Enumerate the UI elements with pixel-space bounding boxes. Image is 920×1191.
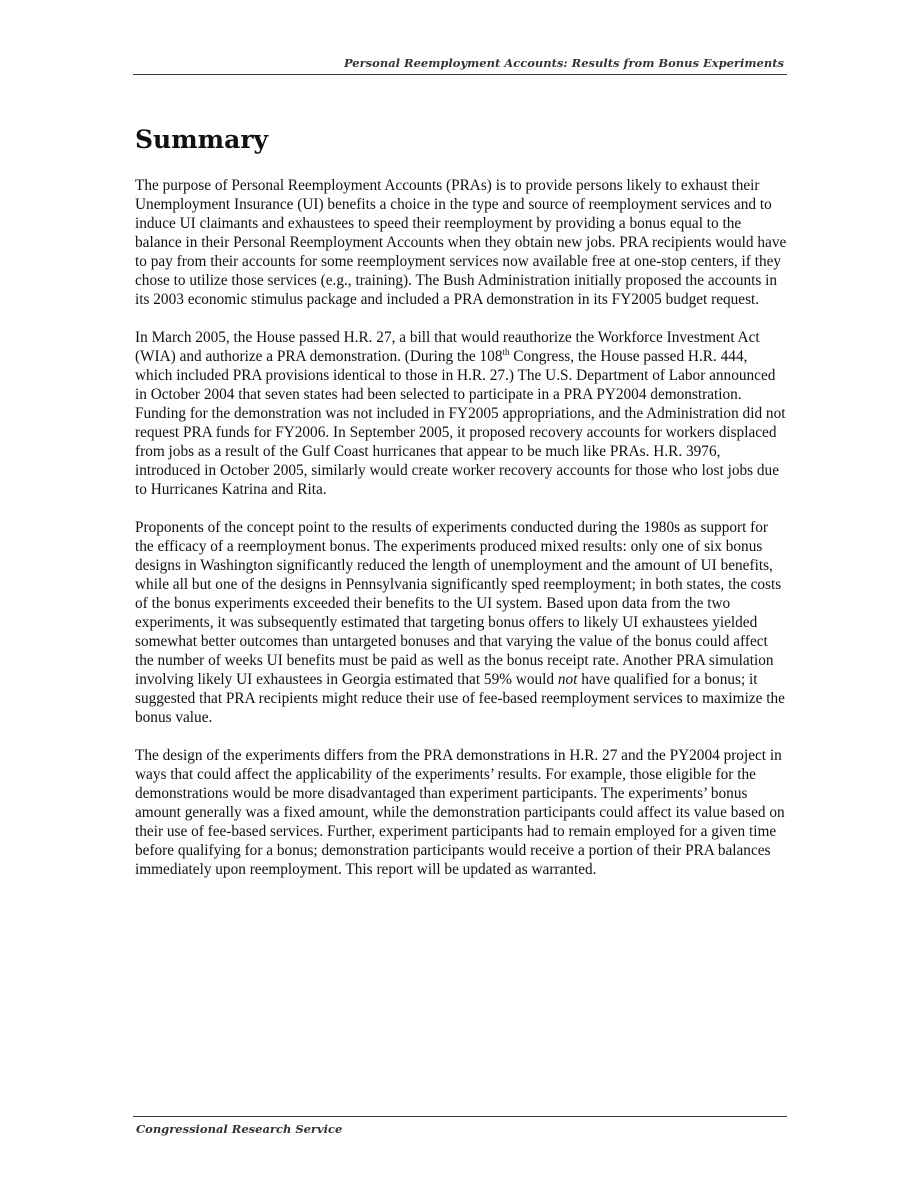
page-footer xyxy=(133,1116,787,1136)
footer-publisher: Congressional Research Service xyxy=(136,1122,343,1136)
ordinal-superscript: th xyxy=(502,346,510,357)
running-header-title: Personal Reemployment Accounts: Results from Bonus Experiments xyxy=(343,56,784,70)
paragraph-experiments-text-2: have qualified for a bonus; it suggested that PRA recipients might reduce their use of fee-based reemployment services to maximize the bonus value. xyxy=(135,671,785,726)
running-header xyxy=(133,56,787,75)
paragraph-experiments-text-1: Proponents of the concept point to the results of experiments conducted during the 1980s as support for the efficacy of a reemployment bonus. The experiments produced mixed results: only one of six bonus designs in Washington significantly reduced the length of unemployment and the amount of UI benefits, while all but one of the designs in Pennsylvania significantly sped reemployment; in both states, the costs of the bonus experiments exceeded their benefits to the UI system. Based upon data from the two experiments, it was subsequently estimated that targeting bonus offers to likely UI exhaustees yielded somewhat better outcomes than untargeted bonuses and that varying the value of the bonus could affect the number of weeks UI benefits must be paid as well as the bonus receipt rate. Another PRA simulation involving likely UI exhaustees in Georgia estimated that 59% would xyxy=(135,519,782,688)
paragraph-legislation-text-1: In March 2005, the House passed H.R. 27, a bill that would reauthorize the Workforce Investment Act (WIA) and authorize a PRA demonstration. (During the 108 xyxy=(135,329,760,365)
paragraph-legislation xyxy=(135,328,787,499)
summary-body xyxy=(135,176,787,898)
paragraph-purpose: The purpose of Personal Reemployment Accounts (PRAs) is to provide persons likely to exhaust their Unemployment Insurance (UI) benefits a choice in the type and source of reemployment services and to induce UI claimants and exhaustees to speed their reemployment by providing a bonus equal to the balance in their Personal Reemployment Accounts when they obtain new jobs. PRA recipients would have to pay from their accounts for some reemployment services now available free at one-stop centers, if they chose to utilize those services (e.g., training). The Bush Administration initially proposed the accounts in its 2003 economic stimulus package and included a PRA demonstration in its FY2005 budget request. xyxy=(135,177,787,308)
paragraph-legislation-text-2: Congress, the House passed H.R. 444, which included PRA provisions identical to those in H.R. 27.) The U.S. Department of Labor announced in October 2004 that seven states had been selected to participate in a PRA PY2004 demonstration. Funding for the demonstration was not included in FY2005 appropriations, and the Administration did not request PRA funds for FY2006. In September 2005, it proposed recovery accounts for workers displaced from jobs as a result of the Gulf Coast hurricanes that appear to be much like PRAs. H.R. 3976, introduced in October 2005, similarly would create worker recovery accounts for those who lost jobs due to Hurricanes Katrina and Rita. xyxy=(135,348,786,498)
page-title: Summary xyxy=(135,125,269,154)
emphasis-not: not xyxy=(557,671,578,688)
paragraph-experiments xyxy=(135,518,787,727)
paragraph-design-differences: The design of the experiments differs from the PRA demonstrations in H.R. 27 and the PY2004 project in ways that could affect the applicability of the experiments’ results. For example, those eligible for the demonstrations would be more disadvantaged than experiment participants. The experiments’ bonus amount generally was a fixed amount, while the demonstration participants could affect its value based on their use of fee-based services. Further, experiment participants had to remain employed for a given time before qualifying for a bonus; demonstration participants would receive a portion of their PRA balances immediately upon reemployment. This report will be updated as warranted. xyxy=(135,747,785,878)
